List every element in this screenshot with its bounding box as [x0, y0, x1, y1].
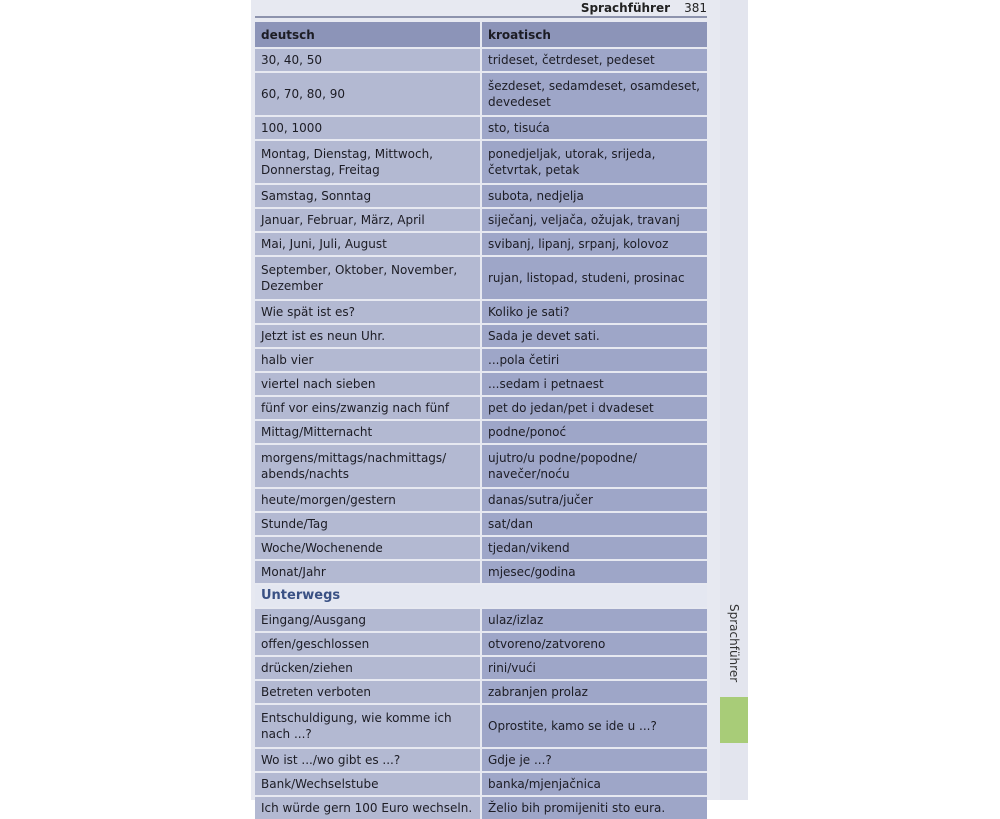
- cell-kroatisch: tjedan/vikend: [481, 536, 707, 560]
- cell-kroatisch: ujutro/u podne/popodne/ navečer/noću: [481, 444, 707, 488]
- cell-kroatisch: zabranjen prolaz: [481, 680, 707, 704]
- cell-kroatisch: Želio bih promijeniti sto eura.: [481, 796, 707, 819]
- table-row: [255, 372, 707, 396]
- column-header-kroatisch: kroatisch: [481, 22, 707, 48]
- table-row: [255, 184, 707, 208]
- cell-kroatisch: pet do jedan/pet i dvadeset: [481, 396, 707, 420]
- cell-kroatisch: podne/ponoć: [481, 420, 707, 444]
- cell-deutsch: Eingang/Ausgang: [255, 608, 481, 632]
- cell-kroatisch: svibanj, lipanj, srpanj, kolovoz: [481, 232, 707, 256]
- table-row: [255, 72, 707, 116]
- cell-deutsch: Woche/Wochenende: [255, 536, 481, 560]
- cell-kroatisch: otvoreno/zatvoreno: [481, 632, 707, 656]
- table-row: [255, 348, 707, 372]
- cell-kroatisch: sat/dan: [481, 512, 707, 536]
- cell-kroatisch: ulaz/izlaz: [481, 608, 707, 632]
- cell-deutsch: Januar, Februar, März, April: [255, 208, 481, 232]
- table-row: [255, 444, 707, 488]
- side-tab-label: Sprachführer: [727, 604, 741, 683]
- cell-deutsch: halb vier: [255, 348, 481, 372]
- table-row: [255, 140, 707, 184]
- cell-kroatisch: rini/vući: [481, 656, 707, 680]
- table-row: [255, 396, 707, 420]
- cell-kroatisch: danas/sutra/jučer: [481, 488, 707, 512]
- table-row: [255, 748, 707, 772]
- cell-deutsch: 30, 40, 50: [255, 48, 481, 72]
- cell-deutsch: Entschuldigung, wie komme ich nach ...?: [255, 704, 481, 748]
- section-heading: Unterwegs: [255, 584, 707, 608]
- cell-deutsch: Samstag, Sonntag: [255, 184, 481, 208]
- cell-deutsch: 100, 1000: [255, 116, 481, 140]
- cell-deutsch: Jetzt ist es neun Uhr.: [255, 324, 481, 348]
- cell-kroatisch: trideset, četrdeset, pedeset: [481, 48, 707, 72]
- cell-kroatisch: Sada je devet sati.: [481, 324, 707, 348]
- page-header: [255, 0, 707, 18]
- cell-deutsch: Bank/Wechselstube: [255, 772, 481, 796]
- cell-kroatisch: mjesec/godina: [481, 560, 707, 584]
- cell-deutsch: Wo ist .../wo gibt es ...?: [255, 748, 481, 772]
- table-row: [255, 608, 707, 632]
- cell-deutsch: Mittag/Mitternacht: [255, 420, 481, 444]
- cell-deutsch: drücken/ziehen: [255, 656, 481, 680]
- cell-kroatisch: Koliko je sati?: [481, 300, 707, 324]
- cell-deutsch: Stunde/Tag: [255, 512, 481, 536]
- table-row: [255, 796, 707, 819]
- cell-deutsch: morgens/mittags/nachmittags/ abends/nachts: [255, 444, 481, 488]
- cell-deutsch: fünf vor eins/zwanzig nach fünf: [255, 396, 481, 420]
- cell-kroatisch: Oprostite, kamo se ide u ...?: [481, 704, 707, 748]
- table-row: [255, 656, 707, 680]
- cell-deutsch: heute/morgen/gestern: [255, 488, 481, 512]
- cell-deutsch: September, Oktober, November, Dezember: [255, 256, 481, 300]
- table-row: [255, 420, 707, 444]
- cell-deutsch: 60, 70, 80, 90: [255, 72, 481, 116]
- chapter-thumb-tab: [720, 697, 748, 743]
- table-row: [255, 208, 707, 232]
- cell-kroatisch: ...sedam i petnaest: [481, 372, 707, 396]
- table-header-row: [255, 22, 707, 48]
- cell-deutsch: Ich würde gern 100 Euro wechseln.: [255, 796, 481, 819]
- cell-kroatisch: siječanj, veljača, ožujak, travanj: [481, 208, 707, 232]
- cell-kroatisch: ponedjeljak, utorak, srijeda, četvrtak, petak: [481, 140, 707, 184]
- cell-deutsch: Monat/Jahr: [255, 560, 481, 584]
- table-row: [255, 116, 707, 140]
- table-body: [255, 48, 707, 819]
- table-row: [255, 512, 707, 536]
- table-row: [255, 560, 707, 584]
- cell-deutsch: Wie spät ist es?: [255, 300, 481, 324]
- cell-deutsch: Mai, Juni, Juli, August: [255, 232, 481, 256]
- column-header-deutsch: deutsch: [255, 22, 481, 48]
- table-row: [255, 704, 707, 748]
- cell-deutsch: viertel nach sieben: [255, 372, 481, 396]
- cell-kroatisch: banka/mjenjačnica: [481, 772, 707, 796]
- cell-deutsch: offen/geschlossen: [255, 632, 481, 656]
- table-row: [255, 772, 707, 796]
- cell-kroatisch: šezdeset, sedamdeset, osamdeset, devedeset: [481, 72, 707, 116]
- table-row: [255, 324, 707, 348]
- table-row: [255, 232, 707, 256]
- cell-kroatisch: subota, nedjelja: [481, 184, 707, 208]
- cell-deutsch: Betreten verboten: [255, 680, 481, 704]
- section-heading-row: [255, 584, 707, 608]
- table-row: [255, 632, 707, 656]
- cell-kroatisch: Gdje je ...?: [481, 748, 707, 772]
- table-row: [255, 536, 707, 560]
- table-row: [255, 488, 707, 512]
- table-row: [255, 256, 707, 300]
- page-number: 381: [684, 1, 707, 15]
- phrasebook-table: [255, 22, 707, 819]
- table-row: [255, 300, 707, 324]
- cell-kroatisch: rujan, listopad, studeni, prosinac: [481, 256, 707, 300]
- running-title: Sprachführer: [580, 1, 670, 15]
- table-row: [255, 680, 707, 704]
- table-row: [255, 48, 707, 72]
- cell-deutsch: Montag, Dienstag, Mittwoch, Donnerstag, Freitag: [255, 140, 481, 184]
- cell-kroatisch: sto, tisuća: [481, 116, 707, 140]
- cell-kroatisch: ...pola četiri: [481, 348, 707, 372]
